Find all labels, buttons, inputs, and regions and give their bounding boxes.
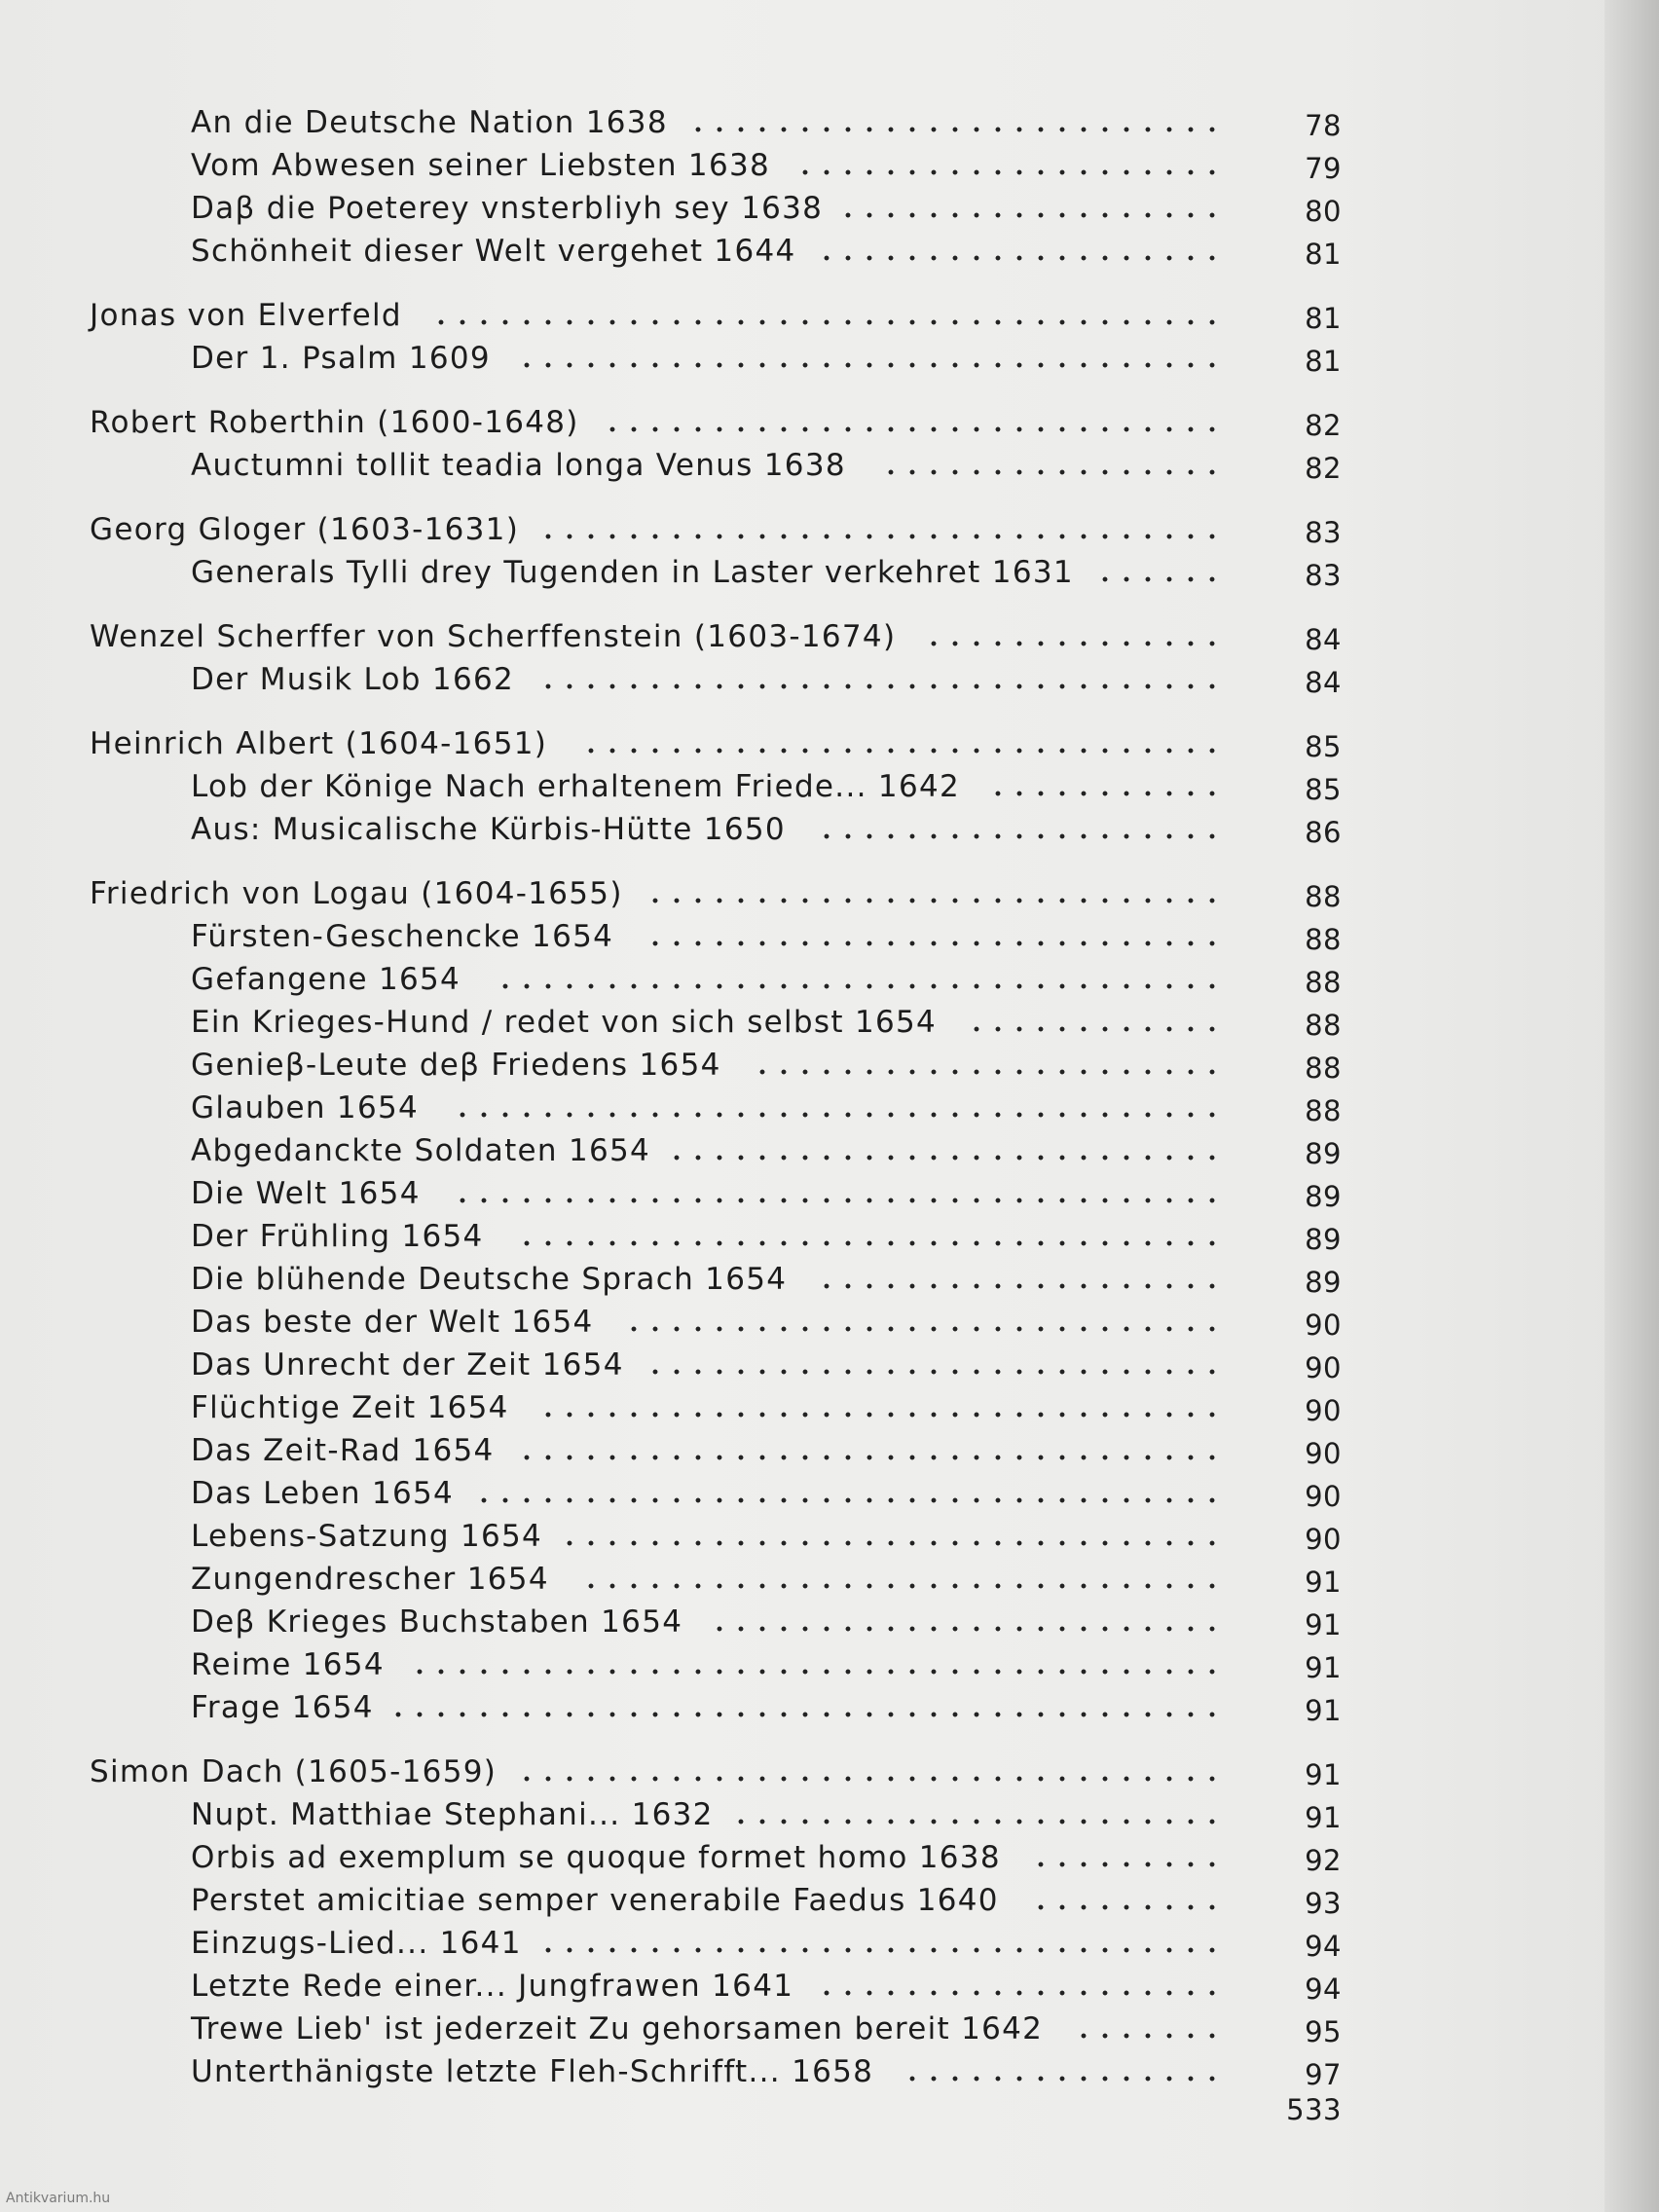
entry-title: Genieβ-Leute deβ Friedens 1654 xyxy=(191,1048,721,1083)
toc-entry-row xyxy=(0,1965,1659,2008)
toc-entry-row xyxy=(0,1922,1659,1965)
dot-leader xyxy=(409,1669,1223,1675)
dot-leader xyxy=(537,683,1223,689)
page-ref: 85 xyxy=(1305,773,1342,806)
toc-entry-row xyxy=(0,144,1659,187)
dot-leader xyxy=(1030,1862,1223,1867)
dot-leader xyxy=(623,1326,1223,1332)
page-ref: 91 xyxy=(1305,1758,1342,1791)
toc-entry-row xyxy=(0,1836,1659,1879)
dot-leader xyxy=(1073,2033,1223,2039)
dot-leader xyxy=(816,1990,1223,1996)
entry-title: Einzugs-Lied... 1641 xyxy=(191,1926,522,1961)
dot-leader xyxy=(580,1583,1223,1589)
dot-leader xyxy=(645,940,1223,946)
toc-entry-row xyxy=(0,1472,1659,1515)
dot-leader xyxy=(816,833,1223,839)
author-name: Friedrich von Logau (1604-1655) xyxy=(90,876,623,911)
entry-title: Lob der Könige Nach erhaltenem Friede... 1642 xyxy=(191,769,961,804)
page-ref: 89 xyxy=(1305,1137,1342,1170)
toc-entry-row xyxy=(0,658,1659,701)
dot-leader xyxy=(559,1540,1223,1546)
page-ref: 95 xyxy=(1305,2015,1342,2048)
dot-leader xyxy=(687,127,1223,132)
dot-leader xyxy=(516,1240,1223,1246)
entry-title: Das Unrecht der Zeit 1654 xyxy=(191,1347,624,1382)
entry-title: Gefangene 1654 xyxy=(191,962,461,997)
author-name: Wenzel Scherffer von Scherffenstein (1603-1674) xyxy=(90,619,897,654)
page-ref: 84 xyxy=(1305,623,1342,656)
entry-title: Der Musik Lob 1662 xyxy=(191,662,515,697)
entry-title: Reime 1654 xyxy=(191,1647,385,1682)
toc-entry-row xyxy=(0,1044,1659,1087)
dot-leader xyxy=(816,255,1223,261)
toc-entry-row xyxy=(0,915,1659,958)
dot-leader xyxy=(602,426,1223,432)
page-ref: 83 xyxy=(1305,559,1342,592)
toc-author-row xyxy=(0,508,1659,551)
page-ref: 94 xyxy=(1305,1972,1342,2006)
author-name: Simon Dach (1605-1659) xyxy=(90,1754,498,1789)
toc-author-row xyxy=(0,722,1659,765)
dot-leader xyxy=(537,1947,1223,1953)
entry-title: Das Leben 1654 xyxy=(191,1476,455,1511)
entry-title: Generals Tylli drey Tugenden in Laster verkehret 1631 xyxy=(191,555,1074,590)
dot-leader xyxy=(902,2076,1223,2082)
page-ref: 89 xyxy=(1305,1180,1342,1213)
entry-title: Die blühende Deutsche Sprach 1654 xyxy=(191,1262,788,1297)
page-ref: 90 xyxy=(1305,1309,1342,1342)
toc-author-row xyxy=(0,294,1659,337)
dot-leader xyxy=(794,169,1223,175)
toc-entry-row xyxy=(0,1129,1659,1172)
toc-entry-row xyxy=(0,1601,1659,1643)
entry-title: An die Deutsche Nation 1638 xyxy=(191,105,668,140)
toc-author-row xyxy=(0,401,1659,444)
toc-entry-row xyxy=(0,1515,1659,1558)
toc-entry-row xyxy=(0,1793,1659,1836)
toc-entry-row xyxy=(0,958,1659,1001)
page-ref: 81 xyxy=(1305,345,1342,378)
dot-leader xyxy=(387,1712,1223,1717)
entry-title: Flüchtige Zeit 1654 xyxy=(191,1390,509,1425)
dot-leader xyxy=(752,1069,1223,1075)
author-name: Robert Roberthin (1600-1648) xyxy=(90,405,579,440)
author-name: Georg Gloger (1603-1631) xyxy=(90,512,520,547)
entry-title: Vom Abwesen seiner Liebsten 1638 xyxy=(191,148,771,183)
toc-entry-row xyxy=(0,808,1659,851)
page-ref: 88 xyxy=(1305,923,1342,956)
dot-leader xyxy=(645,1369,1223,1375)
dot-leader xyxy=(837,212,1223,218)
entry-title: Aus: Musicalische Kürbis-Hütte 1650 xyxy=(191,812,786,847)
entry-title: Zungendrescher 1654 xyxy=(191,1562,549,1597)
page-ref: 88 xyxy=(1305,1051,1342,1085)
toc-author-row xyxy=(0,1751,1659,1793)
dot-leader xyxy=(1030,1904,1223,1910)
entry-title: Abgedanckte Soldaten 1654 xyxy=(191,1133,651,1168)
dot-leader xyxy=(923,641,1223,646)
author-name: Jonas von Elverfeld xyxy=(90,298,402,333)
page-ref: 91 xyxy=(1305,1608,1342,1641)
toc-entry-row xyxy=(0,1344,1659,1386)
dot-leader xyxy=(580,748,1223,754)
toc-entry-row xyxy=(0,1172,1659,1215)
dot-leader xyxy=(516,1455,1223,1460)
entry-title: Nupt. Matthiae Stephani... 1632 xyxy=(191,1797,714,1832)
entry-title: Letzte Rede einer... Jungfrawen 1641 xyxy=(191,1969,794,2004)
dot-leader xyxy=(516,362,1223,368)
page-ref: 90 xyxy=(1305,1394,1342,1427)
entry-title: Glauben 1654 xyxy=(191,1090,420,1125)
entry-title: Orbis ad exemplum se quoque formet homo 1638 xyxy=(191,1840,1001,1875)
page-ref: 84 xyxy=(1305,666,1342,699)
dot-leader xyxy=(645,898,1223,903)
page-ref: 79 xyxy=(1305,152,1342,185)
toc-entry-row xyxy=(0,1001,1659,1044)
page-ref: 88 xyxy=(1305,1094,1342,1127)
toc-entry-row xyxy=(0,1879,1659,1922)
toc-entry-row xyxy=(0,101,1659,144)
page-ref: 90 xyxy=(1305,1437,1342,1470)
watermark: Antikvarium.hu xyxy=(6,2191,111,2206)
dot-leader xyxy=(537,1412,1223,1418)
toc-entry-row xyxy=(0,444,1659,487)
page-ref: 88 xyxy=(1305,966,1342,999)
page-ref: 92 xyxy=(1305,1844,1342,1877)
toc-entry-row xyxy=(0,1429,1659,1472)
entry-title: Fürsten-Geschencke 1654 xyxy=(191,919,614,954)
dot-leader xyxy=(452,1198,1223,1203)
toc-entry-row xyxy=(0,1643,1659,1686)
entry-title: Das beste der Welt 1654 xyxy=(191,1305,594,1340)
dot-leader xyxy=(452,1112,1223,1118)
page-ref: 81 xyxy=(1305,302,1342,335)
dot-leader xyxy=(880,469,1223,475)
entry-title: Das Zeit-Rad 1654 xyxy=(191,1433,495,1468)
toc-entry-row xyxy=(0,337,1659,380)
dot-leader xyxy=(473,1497,1223,1503)
entry-title: Der 1. Psalm 1609 xyxy=(191,341,491,376)
toc-entry-row xyxy=(0,1087,1659,1129)
dot-leader xyxy=(666,1155,1223,1161)
page-ref: 90 xyxy=(1305,1351,1342,1384)
toc-entry-row xyxy=(0,230,1659,273)
page-ref: 80 xyxy=(1305,195,1342,228)
entry-title: Deβ Krieges Buchstaben 1654 xyxy=(191,1604,683,1640)
page-ref: 81 xyxy=(1305,238,1342,271)
page-ref: 89 xyxy=(1305,1266,1342,1299)
page-ref: 91 xyxy=(1305,1801,1342,1834)
page-ref: 83 xyxy=(1305,516,1342,549)
author-name: Heinrich Albert (1604-1651) xyxy=(90,726,548,761)
entry-title: Ein Krieges-Hund / redet von sich selbst 1654 xyxy=(191,1005,938,1040)
page-ref: 89 xyxy=(1305,1223,1342,1256)
entry-title: Der Frühling 1654 xyxy=(191,1219,484,1254)
entry-title: Lebens-Satzung 1654 xyxy=(191,1519,543,1554)
page-ref: 88 xyxy=(1305,1009,1342,1042)
dot-leader xyxy=(966,1026,1223,1032)
toc-entry-row xyxy=(0,187,1659,230)
toc-entry-row xyxy=(0,765,1659,808)
page-ref: 91 xyxy=(1305,1566,1342,1599)
toc-entry-row xyxy=(0,1558,1659,1601)
page-ref: 97 xyxy=(1305,2058,1342,2091)
entry-title: Schönheit dieser Welt vergehet 1644 xyxy=(191,234,796,269)
entry-title: Die Welt 1654 xyxy=(191,1176,421,1211)
dot-leader xyxy=(1094,576,1223,582)
page-ref: 94 xyxy=(1305,1930,1342,1963)
page-ref: 90 xyxy=(1305,1523,1342,1556)
page-ref: 91 xyxy=(1305,1694,1342,1727)
toc-entry-row xyxy=(0,1386,1659,1429)
dot-leader xyxy=(430,319,1223,325)
toc-entry-row xyxy=(0,551,1659,594)
page-ref: 91 xyxy=(1305,1651,1342,1684)
page-ref: 88 xyxy=(1305,880,1342,913)
page-number: 533 xyxy=(1286,2093,1342,2126)
dot-leader xyxy=(816,1283,1223,1289)
entry-title: Auctumni tollit teadia longa Venus 1638 xyxy=(191,448,846,483)
entry-title: Trewe Lieb' ist jederzeit Zu gehorsamen bereit 1642 xyxy=(191,2011,1044,2046)
page-ref: 90 xyxy=(1305,1480,1342,1513)
page-ref: 78 xyxy=(1305,109,1342,142)
dot-leader xyxy=(987,791,1223,796)
toc-entry-row xyxy=(0,1215,1659,1258)
entry-title: Perstet amicitiae semper venerabile Faedus 1640 xyxy=(191,1883,999,1918)
toc-entry-row xyxy=(0,2050,1659,2093)
dot-leader xyxy=(709,1626,1223,1632)
toc-author-row xyxy=(0,872,1659,915)
toc-entry-row xyxy=(0,1258,1659,1301)
entry-title: Unterthänigste letzte Fleh-Schrifft... 1658 xyxy=(191,2054,874,2089)
dot-leader xyxy=(730,1819,1223,1825)
entry-title: Daβ die Poeterey vnsterbliyh sey 1638 xyxy=(191,191,824,226)
dot-leader xyxy=(537,534,1223,539)
toc-entry-row xyxy=(0,2008,1659,2050)
page-ref: 86 xyxy=(1305,816,1342,849)
page-ref: 85 xyxy=(1305,730,1342,763)
dot-leader xyxy=(495,983,1223,989)
page-ref: 93 xyxy=(1305,1887,1342,1920)
page-ref: 82 xyxy=(1305,409,1342,442)
toc-entry-row xyxy=(0,1301,1659,1344)
page-ref: 82 xyxy=(1305,452,1342,485)
toc-author-row xyxy=(0,615,1659,658)
entry-title: Frage 1654 xyxy=(191,1690,374,1725)
dot-leader xyxy=(516,1776,1223,1782)
toc-entry-row xyxy=(0,1686,1659,1729)
